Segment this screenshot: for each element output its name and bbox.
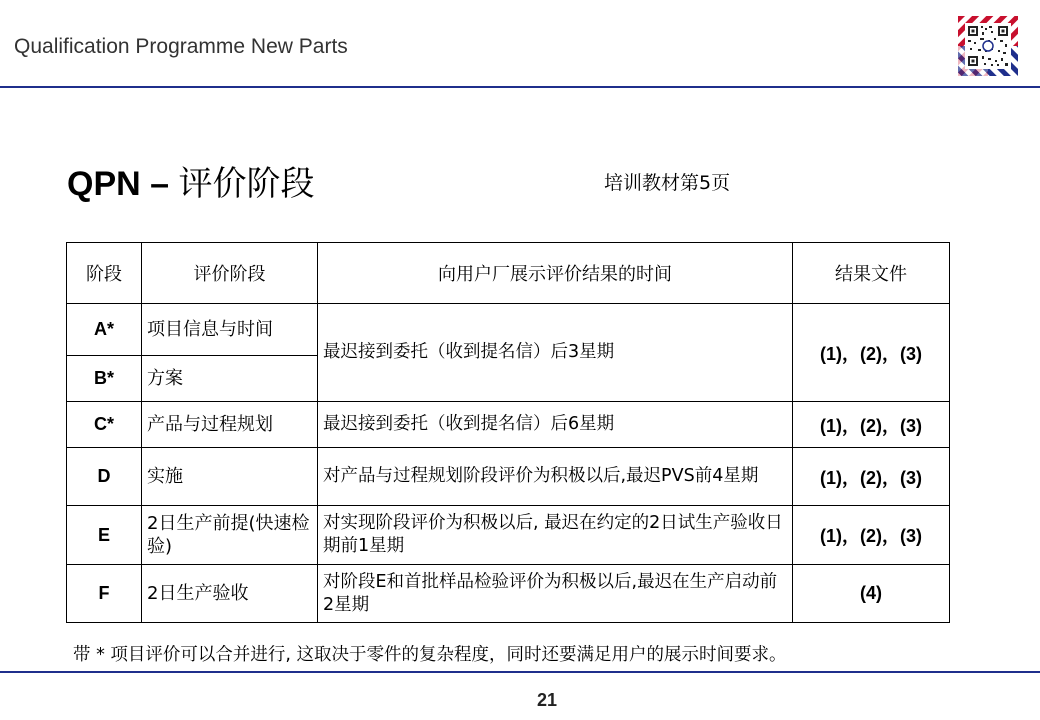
column-header-phase: 评价阶段: [142, 243, 318, 304]
phase-cell: 项目信息与时间: [142, 304, 318, 356]
documents-cell: (1)，(2)，(3): [793, 304, 950, 402]
table-row: [67, 448, 950, 506]
timing-cell: 对实现阶段评价为积极以后, 最迟在约定的2日试生产验收日期前1星期: [318, 506, 793, 565]
phase-cell: 方案: [142, 356, 318, 402]
header-divider: [0, 86, 1040, 88]
stage-cell: A*: [67, 304, 142, 356]
footer-divider: [0, 671, 1040, 673]
column-header-stage: 阶段: [67, 243, 142, 304]
table-row: [67, 506, 950, 565]
header-title: Qualification Programme New Parts: [14, 35, 348, 58]
phase-cell: 2日生产前提(快速检验): [142, 506, 318, 565]
stage-cell: F: [67, 565, 142, 623]
timing-cell: 最迟接到委托（收到提名信）后6星期: [318, 402, 793, 448]
table-header-row: [67, 243, 950, 304]
documents-cell: (1)，(2)，(3): [793, 506, 950, 565]
stage-cell: D: [67, 448, 142, 506]
documents-cell: (1)，(2)，(3): [793, 402, 950, 448]
documents-cell: (1)，(2)，(3): [793, 448, 950, 506]
stage-cell: E: [67, 506, 142, 565]
table-row: [67, 565, 950, 623]
phase-cell: 产品与过程规划: [142, 402, 318, 448]
table-row: [67, 402, 950, 448]
footnote: 带 * 项目评价可以合并进行, 这取决于零件的复杂程度，同时还要满足用户的展示时间要求。: [73, 645, 787, 665]
timing-cell: 最迟接到委托（收到提名信）后3星期: [318, 304, 793, 402]
qr-code-icon: [958, 16, 1018, 76]
evaluation-stages-table: [66, 242, 950, 623]
slide-title-main: 评价阶段: [178, 164, 315, 204]
phase-cell: 2日生产验收: [142, 565, 318, 623]
timing-cell: 对阶段E和首批样品检验评价为积极以后,最迟在生产启动前2星期: [318, 565, 793, 623]
page-number: 21: [536, 690, 558, 710]
slide-title: [67, 156, 314, 205]
training-reference: 培训教材第5页: [604, 172, 731, 194]
documents-cell: (4): [793, 565, 950, 623]
column-header-timing: 向用户厂展示评价结果的时间: [318, 243, 793, 304]
table-row: [67, 304, 950, 356]
slide-title-prefix: QPN –: [67, 165, 179, 203]
stage-cell: B*: [67, 356, 142, 402]
phase-cell: 实施: [142, 448, 318, 506]
stage-cell: C*: [67, 402, 142, 448]
column-header-documents: 结果文件: [793, 243, 950, 304]
timing-cell: 对产品与过程规划阶段评价为积极以后,最迟PVS前4星期: [318, 448, 793, 506]
